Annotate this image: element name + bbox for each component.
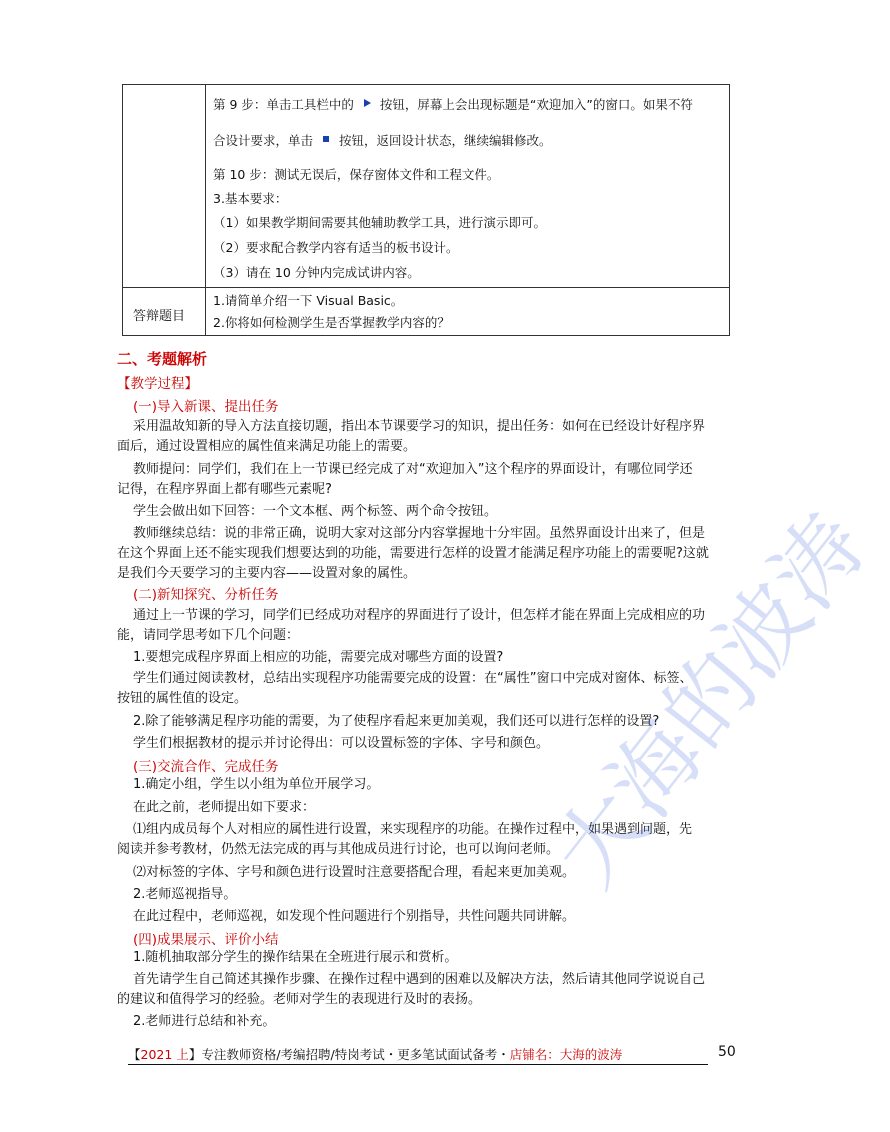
- run-button-icon: [362, 98, 372, 108]
- step10-text: 第 10 步：测试无误后，保存窗体文件和工程文件。: [213, 167, 500, 182]
- part1-paragraph: 在这个界面上还不能实现我们想要达到的功能，需要进行怎样的设置才能满足程序功能上的需要呢?这就: [117, 546, 709, 561]
- part1-paragraph: 面后，通过设置相应的属性值来满足功能上的需要。: [117, 439, 417, 454]
- part3-paragraph: 2.老师巡视指导。: [133, 887, 237, 902]
- part1-paragraph: 记得，在程序界面上都有哪些元素呢?: [117, 482, 332, 497]
- step9-text-a: 第 9 步：单击工具栏中的: [213, 97, 354, 112]
- requirement-2: （2）要求配合教学内容有适当的板书设计。: [213, 240, 459, 255]
- part1-paragraph: 学生会做出如下回答：一个文本框、两个标签、两个命令按钮。: [133, 504, 498, 519]
- part2-paragraph: 学生们根据教材的提示并讨论得出：可以设置标签的字体、字号和颜色。: [133, 736, 550, 751]
- defense-question-2: 2.你将如何检测学生是否掌握教学内容的？: [213, 315, 450, 330]
- exam-table: [122, 84, 730, 336]
- step9-text-b: 按钮，屏幕上会出现标题是“欢迎加入”的窗口。如果不符: [379, 97, 693, 112]
- part2-question: 1.要想完成程序界面上相应的功能，需要完成对哪些方面的设置?: [133, 650, 504, 665]
- watermark: 大海的波涛: [534, 494, 887, 905]
- footer-shop-name: 店铺名：大海的波涛: [509, 1047, 623, 1062]
- part1-paragraph: 采用温故知新的导入方法直接切题，指出本节课要学习的知识，提出任务：如何在已经设计好程序界: [133, 419, 706, 434]
- defense-question-1: 1.请简单介绍一下 Visual Basic。: [213, 293, 404, 308]
- step9-line1: [213, 97, 693, 113]
- part4-paragraph: 2.老师进行总结和补充。: [133, 1014, 276, 1029]
- part3-paragraph: 在此过程中，老师巡视，如发现个性问题进行个别指导，共性问题共同讲解。: [133, 909, 576, 924]
- part2-paragraph: 能，请同学思考如下几个问题：: [117, 628, 300, 643]
- requirement-3: （3）请在 10 分钟内完成试讲内容。: [213, 265, 420, 280]
- part1-paragraph: 是我们今天要学习的主要内容——设置对象的属性。: [117, 566, 417, 581]
- table-divider-horizontal: [123, 287, 729, 288]
- part2-paragraph: 通过上一节课的学习，同学们已经成功对程序的界面进行了设计，但怎样才能在界面上完成相应的功: [133, 608, 706, 623]
- part3-paragraph: ⑵对标签的字体、字号和颜色进行设置时注意要搭配合理，看起来更加美观。: [133, 865, 576, 880]
- requirement-1: （1）如果教学期间需要其他辅助教学工具，进行演示即可。: [213, 215, 546, 230]
- part1-heading: (一)导入新课、提出任务: [133, 399, 279, 415]
- footer-slogan: 】专注教师资格/考编招聘/特岗考试・更多笔试面试备考・: [188, 1047, 510, 1062]
- footer-bracket-open: 【: [128, 1047, 141, 1062]
- step9-line2: [213, 133, 552, 149]
- step9-text-d: 按钮，返回设计状态，继续编辑修改。: [338, 133, 552, 148]
- part3-paragraph: ⑴组内成员每个人对相应的属性进行设置，来实现程序的功能。在操作过程中，如果遇到问题，先: [133, 822, 693, 837]
- footer-year: 2021 上: [140, 1047, 189, 1062]
- part3-paragraph: 在此之前，老师提出如下要求：: [133, 800, 316, 815]
- section-title: 二、考题解析: [117, 350, 208, 368]
- teaching-process-heading: 【教学过程】: [117, 376, 198, 392]
- part1-paragraph: 教师提问：同学们，我们在上一节课已经完成了对“欢迎加入”这个程序的界面设计，有哪位同学还: [133, 462, 693, 477]
- page-footer: [128, 1045, 622, 1063]
- part4-heading: (四)成果展示、评价小结: [133, 932, 279, 948]
- part3-paragraph: 阅读并参考教材，仍然无法完成的再与其他成员进行讨论，也可以询问老师。: [117, 842, 560, 857]
- part2-question: 2.除了能够满足程序功能的需要，为了使程序看起来更加美观，我们还可以进行怎样的设置?: [133, 714, 660, 729]
- table-divider-vertical: [205, 85, 206, 335]
- page-number: 50: [718, 1044, 736, 1060]
- part2-heading: (二)新知探究、分析任务: [133, 587, 279, 603]
- part3-heading: (三)交流合作、完成任务: [133, 759, 279, 775]
- answer-label: 答辩题目: [133, 309, 186, 324]
- part2-paragraph: 按钮的属性值的设定。: [117, 691, 248, 706]
- part3-paragraph: 1.确定小组，学生以小组为单位开展学习。: [133, 777, 380, 792]
- part2-paragraph: 学生们通过阅读教材，总结出实现程序功能需要完成的设置：在“属性”窗口中完成对窗体、标签、: [133, 671, 693, 686]
- step9-text-c: 合设计要求，单击: [213, 133, 314, 148]
- footer-underline: [128, 1064, 708, 1065]
- stop-button-icon: [321, 134, 331, 144]
- part4-paragraph: 首先请学生自己简述其操作步骤、在操作过程中遇到的困难以及解决方法，然后请其他同学说说自己: [133, 972, 706, 987]
- requirements-title: 3.基本要求：: [213, 191, 288, 206]
- part1-paragraph: 教师继续总结：说的非常正确，说明大家对这部分内容掌握地十分牢固。虽然界面设计出来了，但是: [133, 526, 706, 541]
- part4-paragraph: 的建议和值得学习的经验。老师对学生的表现进行及时的表扬。: [117, 992, 482, 1007]
- part4-paragraph: 1.随机抽取部分学生的操作结果在全班进行展示和赏析。: [133, 950, 458, 965]
